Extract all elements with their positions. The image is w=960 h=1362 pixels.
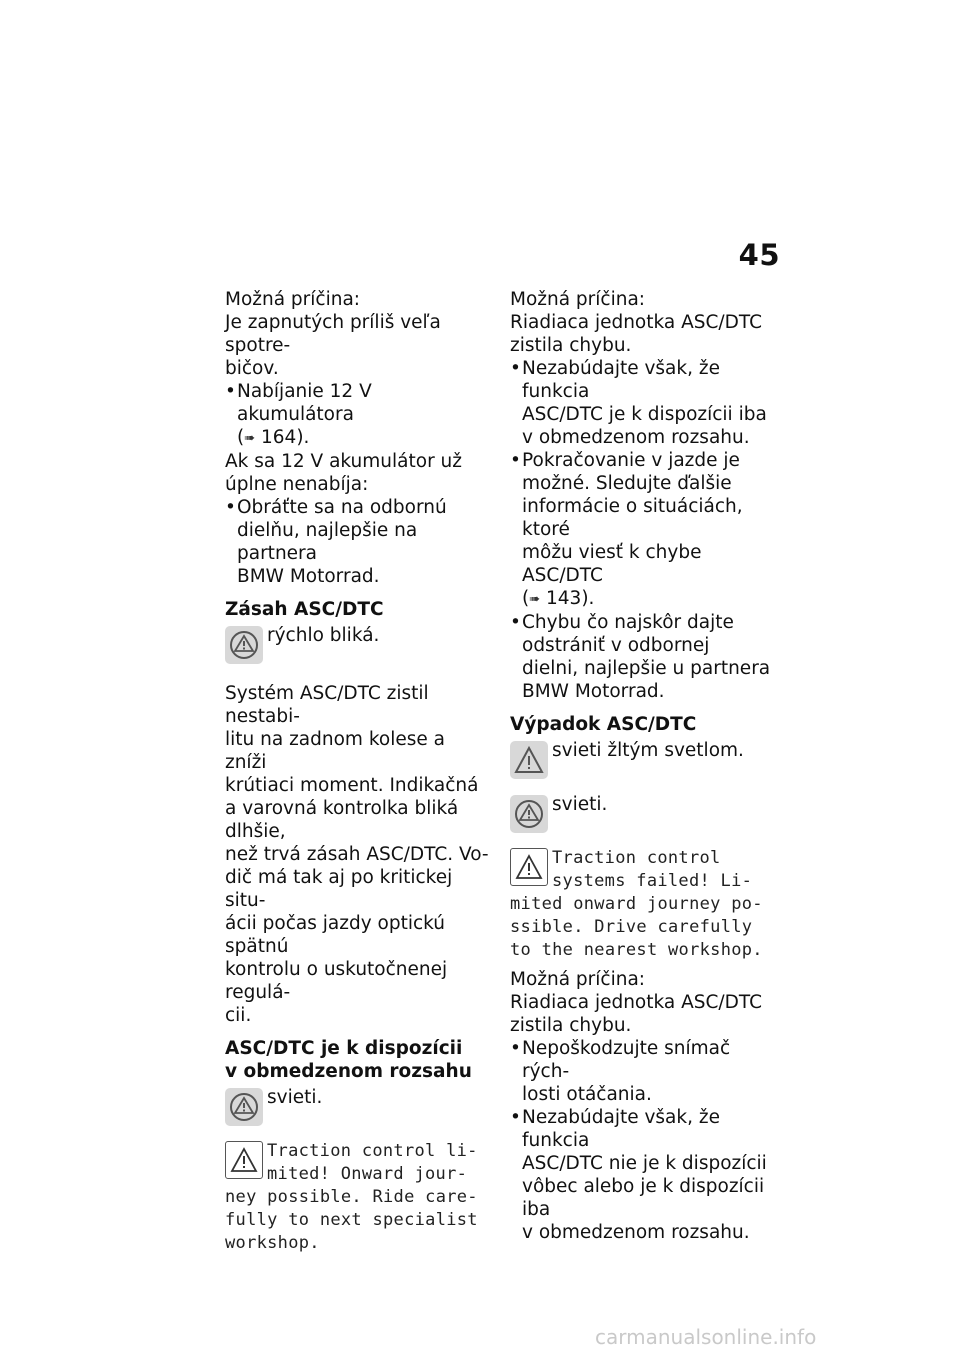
asc-dtc-indicator-icon xyxy=(510,795,548,833)
bullet-continuation: (➠ 164). xyxy=(237,427,310,448)
cause-text-line: Je zapnutých príliš veľa spotre- xyxy=(225,312,441,356)
bullet-item: • Chybu čo najskôr dajte xyxy=(510,611,778,634)
bullet-continuation: dielni, najlepšie u partnera xyxy=(522,658,771,679)
display-line: mited onward journey po- xyxy=(510,894,763,914)
bullet-continuation: informácie o situáciách, ktoré xyxy=(522,496,743,540)
cause-text-line: zistila chybu. xyxy=(510,1015,632,1036)
bullet-continuation: možné. Sledujte ďalšie xyxy=(522,473,732,494)
bullet-continuation: losti otáčania. xyxy=(522,1084,652,1105)
display-line: systems failed! Li- xyxy=(552,871,753,891)
display-message xyxy=(510,847,778,962)
bullet-continuation: ASC/DTC nie je k dispozícii xyxy=(522,1153,767,1174)
indicator-row xyxy=(510,793,778,841)
display-line: ssible. Drive carefully xyxy=(510,917,753,937)
body-line: než trvá zásah ASC/DTC. Vo- xyxy=(225,844,489,865)
asc-dtc-indicator-icon xyxy=(225,1088,263,1126)
cause-title: Možná príčina: xyxy=(510,969,646,990)
bullet-text: Nabíjanie 12 V akumulátora xyxy=(237,381,372,425)
body-line: dič má tak aj po kritickej situ- xyxy=(225,867,453,911)
indicator-status: svieti. xyxy=(552,794,608,815)
indicator-row xyxy=(225,1086,490,1134)
display-line: Traction control li- xyxy=(267,1141,478,1161)
general-warning-triangle-icon xyxy=(225,1141,263,1179)
display-line: to the nearest workshop. xyxy=(510,940,763,960)
bullet-continuation: môžu viesť k chybe ASC/DTC xyxy=(522,542,702,586)
cause-text-line: Riadiaca jednotka ASC/DTC xyxy=(510,992,763,1013)
bullet-continuation: BMW Motorrad. xyxy=(522,681,665,702)
body-line: cii. xyxy=(225,1005,252,1026)
bullet-item: • Nezabúdajte však, že funkcia xyxy=(510,1106,778,1152)
cause-text-line: zistila chybu. xyxy=(510,335,632,356)
page-reference: 143). xyxy=(546,588,595,609)
body-line: kontrolu o uskutočnenej regulá- xyxy=(225,959,448,1003)
cause-text-line: úplne nenabíja: xyxy=(225,474,369,495)
bullet-item xyxy=(225,380,490,426)
general-warning-triangle-icon xyxy=(510,848,548,886)
display-line: fully to next specialist xyxy=(225,1210,478,1230)
general-warning-indicator-icon xyxy=(510,741,548,779)
bullet-continuation: v obmedzenom rozsahu. xyxy=(522,427,750,448)
watermark: carmanualsonline.info xyxy=(595,1325,817,1349)
body-line: a varovná kontrolka bliká dlhšie, xyxy=(225,798,459,842)
bullet-continuation: vôbec alebo je k dispozícii iba xyxy=(522,1176,765,1220)
bullet-continuation: BMW Motorrad. xyxy=(237,566,380,587)
display-message xyxy=(225,1140,490,1255)
cause-title: Možná príčina: xyxy=(510,289,646,310)
display-line: ney possible. Ride care- xyxy=(225,1187,478,1207)
cause-text-line: Riadiaca jednotka ASC/DTC xyxy=(510,312,763,333)
body-line: litu na zadnom kolese a zníži xyxy=(225,729,445,773)
indicator-row xyxy=(510,739,778,787)
body-line: ácii počas jazdy optickú spätnú xyxy=(225,913,446,957)
bullet-item: • Nezabúdajte však, že funkcia xyxy=(510,357,778,403)
body-line: Systém ASC/DTC zistil nestabi- xyxy=(225,683,429,727)
bullet-item: • Obráťte sa na odbornú xyxy=(225,496,490,519)
indicator-status: svieti žltým svetlom. xyxy=(552,740,744,761)
page-number: 45 xyxy=(738,238,780,272)
asc-dtc-indicator-icon xyxy=(225,626,263,664)
page-reference: 164). xyxy=(261,427,310,448)
display-line: workshop. xyxy=(225,1233,320,1253)
section-heading-line: v obmedzenom rozsahu xyxy=(225,1061,472,1082)
section-heading: ASC/DTC je k dispozícii xyxy=(225,1038,463,1059)
cause-text-line: bičov. xyxy=(225,358,279,379)
bullet-continuation: odstrániť v odbornej xyxy=(522,635,710,656)
bullet-item: • Nepoškodzujte snímač rých- xyxy=(510,1037,778,1083)
bullet-continuation: dielňu, najlepšie na partnera xyxy=(237,520,418,564)
cause-title: Možná príčina: xyxy=(225,289,361,310)
page-reference-arrow-icon: ➠ xyxy=(529,592,541,607)
display-line: Traction control xyxy=(552,848,721,868)
section-heading: Zásah ASC/DTC xyxy=(225,599,384,620)
indicator-row xyxy=(225,624,490,672)
bullet-continuation: (➠ 143). xyxy=(522,588,595,609)
indicator-status: svieti. xyxy=(267,1087,323,1108)
page-reference-arrow-icon: ➠ xyxy=(244,431,256,446)
bullet-item: • Pokračovanie v jazde je xyxy=(510,449,778,472)
section-heading: Výpadok ASC/DTC xyxy=(510,714,697,735)
bullet-continuation: ASC/DTC je k dispozícii iba xyxy=(522,404,767,425)
cause-text-line: Ak sa 12 V akumulátor už xyxy=(225,451,462,472)
display-line: mited! Onward jour- xyxy=(267,1164,468,1184)
indicator-status: rýchlo bliká. xyxy=(267,625,380,646)
right-column xyxy=(510,288,778,1244)
bullet-continuation: v obmedzenom rozsahu. xyxy=(522,1222,750,1243)
left-column xyxy=(225,288,490,1255)
body-line: krútiaci moment. Indikačná xyxy=(225,775,479,796)
